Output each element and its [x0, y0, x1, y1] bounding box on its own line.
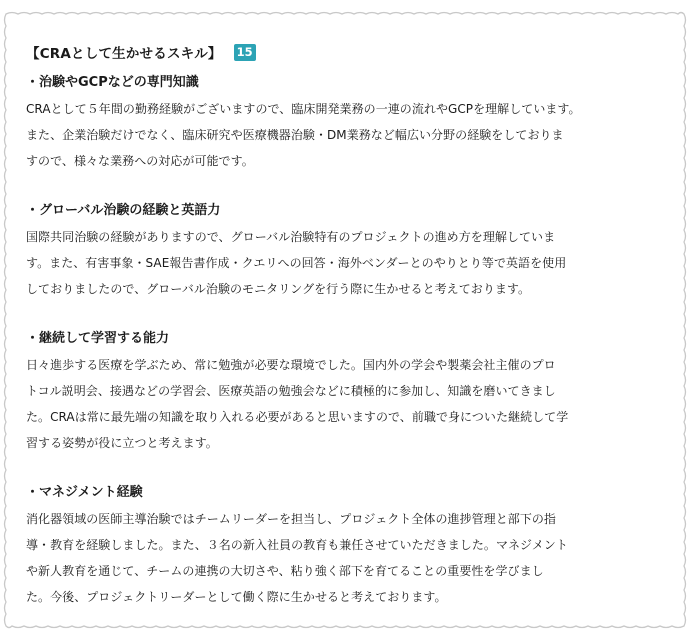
- section-title: ・継続して学習する能力: [26, 331, 170, 346]
- number-badge: 15: [234, 44, 256, 61]
- skill-section-3: [26, 326, 666, 456]
- skill-section-4: [26, 480, 666, 610]
- body-line: 消化器領域の医師主導治験ではチームリーダーを担当し、プロジェクト全体の進捗管理と部下の指: [26, 512, 556, 526]
- body-line: CRAとして５年間の勤務経験がございますので、臨床開発業務の一連の流れやGCPを理解しています。: [26, 102, 581, 116]
- body-line: た。CRAは常に最先端の知識を取り入れる必要があると思いますので、前職で身についた継続して学: [26, 410, 569, 424]
- body-line: や新人教育を通じて、チームの連携の大切さや、粘り強く部下を育てることの重要性を学びまし: [26, 564, 544, 578]
- section-title: ・マネジメント経験: [26, 485, 143, 500]
- heading-row: [26, 40, 666, 64]
- body-line: た。今後、プロジェクトリーダーとして働く際に生かせると考えております。: [26, 590, 447, 604]
- document-content: [26, 40, 666, 610]
- section-title: ・治験やGCPなどの専門知識: [26, 75, 199, 90]
- body-line: トコル説明会、接遇などの学習会、医療英語の勉強会などに積極的に参加し、知識を磨いてきまし: [26, 384, 556, 398]
- body-line: 国際共同治験の経験がありますので、グローバル治験特有のプロジェクトの進め方を理解していま: [26, 230, 556, 244]
- body-line: す。また、有害事象・SAE報告書作成・クエリへの回答・海外ベンダーとのやりとり等で英語を使用: [26, 256, 567, 270]
- body-line: 習する姿勢が役に立つと考えます。: [26, 436, 218, 450]
- skill-section-2: [26, 198, 666, 302]
- body-line: しておりましたので、グローバル治験のモニタリングを行う際に生かせると考えております。: [26, 282, 531, 296]
- body-line: 導・教育を経験しました。また、３名の新入社員の教育も兼任させていただきました。マネジメント: [26, 538, 568, 552]
- body-line: 日々進歩する医療を学ぶため、常に勉強が必要な環境でした。国内外の学会や製薬会社主催のプロ: [26, 358, 556, 372]
- skill-section-1: [26, 70, 666, 174]
- section-title: ・グローバル治験の経験と英語力: [26, 203, 221, 218]
- body-line: また、企業治験だけでなく、臨床研究や医療機器治験・DM業務など幅広い分野の経験をしておりま: [26, 128, 564, 142]
- page-title: 【CRAとして生かせるスキル】: [26, 46, 222, 62]
- body-line: すので、様々な業務への対応が可能です。: [26, 154, 254, 168]
